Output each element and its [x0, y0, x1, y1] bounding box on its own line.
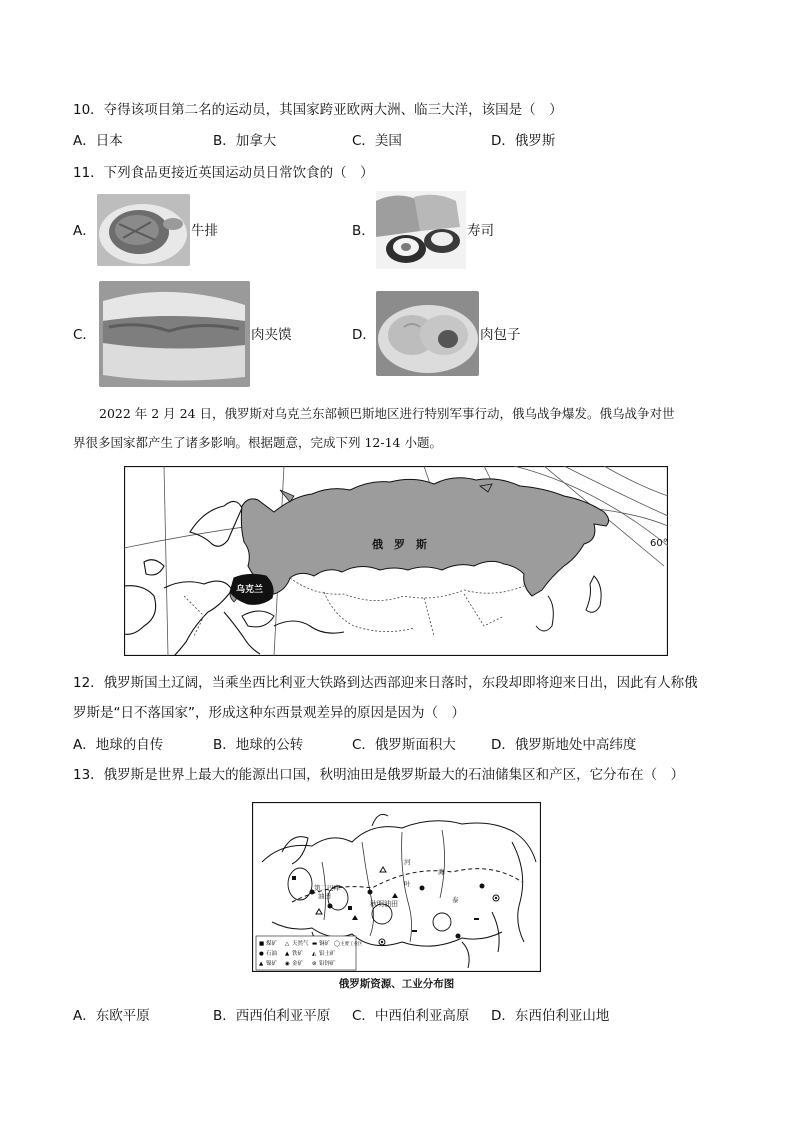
- q11-option-a-letter[interactable]: A．: [73, 223, 96, 239]
- q13-option-b[interactable]: B．西西伯利亚平原: [213, 1008, 331, 1024]
- legend-oil-label: 石油: [266, 951, 278, 957]
- russia-label: 俄 罗 斯: [372, 538, 427, 551]
- q12-option-a[interactable]: A．地球的自传: [73, 737, 164, 753]
- latitude-60-label: 60°: [650, 538, 668, 549]
- q10-option-c[interactable]: C．美国: [352, 133, 402, 149]
- legend-gas-label: 天然气: [292, 941, 309, 947]
- legend-iron-label: 铁矿: [292, 951, 304, 957]
- q10-option-b[interactable]: B．加拿大: [213, 133, 277, 149]
- q13-option-a[interactable]: A．东欧平原: [73, 1008, 150, 1024]
- legend-nickel: ▲: [259, 961, 264, 967]
- q12-option-d[interactable]: D．俄罗斯地处中高纬度: [491, 737, 637, 753]
- steak-icon: [97, 194, 190, 266]
- river-a-label: 河: [404, 858, 411, 866]
- map2-caption: 俄罗斯资源、工业分布图: [338, 978, 455, 990]
- q12-stem-line-1: 12．俄罗斯国土辽阔，当乘坐西比利亚大铁路到达西部迎来日落时，东段却即将迎来日出，因此有人称俄: [73, 675, 698, 691]
- legend-gold-label: 金矿: [292, 961, 304, 967]
- second-baku-label: 第二巴库: [314, 884, 340, 892]
- legend-leadzinc: ⊛: [312, 961, 317, 967]
- q11-option-c-letter[interactable]: C．: [73, 327, 96, 343]
- legend-industry: ◯: [334, 941, 341, 947]
- legend-gold: ◉: [285, 961, 290, 967]
- passage-line-1: 2022 年 2 月 24 日，俄罗斯对乌克兰东部顿巴斯地区进行特别军事行动，俄乌战争爆发。俄乌战争对世: [99, 406, 675, 421]
- resource-industry-map: [252, 802, 541, 972]
- river-b-label: 叶: [404, 880, 411, 888]
- legend-copper: ▬: [312, 941, 318, 947]
- roujiamo-icon: [99, 281, 250, 387]
- q13-option-d[interactable]: D．东西伯利亚山地: [491, 1008, 610, 1024]
- steak-photo: [97, 194, 190, 266]
- oilfield-label: 油田: [318, 892, 331, 900]
- baozi-icon: [376, 291, 479, 376]
- legend-iron: ▲: [285, 951, 290, 957]
- legend-industry-label: 主要工业区: [340, 942, 363, 947]
- passage-line-2: 界很多国家都产生了诸多影响。根据题意，完成下列 12-14 小题。: [73, 435, 442, 450]
- legend-nickel-label: 镍矿: [266, 961, 278, 967]
- legend-oil: ●: [259, 951, 264, 957]
- region-label: 泰: [452, 896, 459, 904]
- q10-option-a[interactable]: A．日本: [73, 133, 123, 149]
- q11-option-d-food: 肉包子: [480, 327, 521, 343]
- q12-option-c[interactable]: C．俄罗斯面积大: [352, 737, 456, 753]
- q12-stem-line-2: 罗斯是“日不落国家”，形成这种东西景观差异的原因是因为（ ）: [73, 705, 465, 721]
- map-legend: [256, 936, 363, 970]
- sea-label: 海: [438, 868, 445, 876]
- legend-bauxite-label: 铝土矿: [319, 951, 336, 957]
- q13-option-c[interactable]: C．中西伯利亚高原: [352, 1008, 470, 1024]
- legend-gas: △: [285, 941, 290, 947]
- q11-option-c-food: 肉夹馍: [251, 327, 292, 343]
- q11-option-b-letter[interactable]: B．: [352, 223, 375, 239]
- q13-stem: 13．俄罗斯是世界上最大的能源出口国，秋明油田是俄罗斯最大的石油储集区和产区，它分布在（ ）: [73, 767, 685, 783]
- legend-leadzinc-label: 铅锌矿: [319, 961, 336, 967]
- baozi-photo: [376, 291, 479, 376]
- q12-option-b[interactable]: B．地球的公转: [213, 737, 304, 753]
- russia-ukraine-map: [124, 466, 668, 656]
- q10-option-d[interactable]: D．俄罗斯: [491, 133, 556, 149]
- roujiamo-photo: [99, 281, 250, 387]
- q11-option-b-food: 寿司: [467, 223, 494, 239]
- ukraine-label: 乌克兰: [236, 585, 264, 595]
- q11-option-d-letter[interactable]: D．: [352, 327, 376, 343]
- q11-stem: 11．下列食品更接近英国运动员日常饮食的（ ）: [73, 165, 374, 181]
- legend-copper-label: 铜矿: [319, 941, 331, 947]
- legend-coal: ■: [259, 941, 265, 947]
- legend-bauxite: ◭: [312, 951, 317, 957]
- tyumen-oilfield-label: 秋明油田: [370, 900, 398, 908]
- q11-option-a-food: 牛排: [191, 223, 218, 239]
- q10-stem: 10．夺得该项目第二名的运动员，其国家跨亚欧两大洲、临三大洋，该国是（ ）: [73, 102, 563, 118]
- sushi-icon: [376, 191, 466, 269]
- legend-coal-label: 煤矿: [266, 941, 278, 947]
- sushi-photo: [376, 191, 466, 269]
